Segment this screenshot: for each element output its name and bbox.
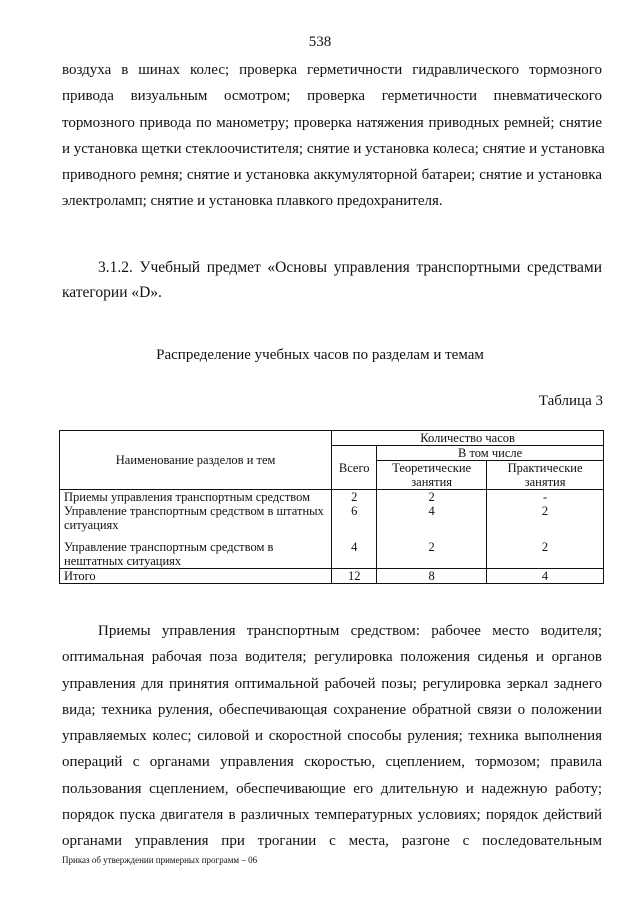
table-row [60,532,604,569]
text-line: оптимальная рабочая поза водителя; регулировка положения сиденья и органов [62,649,602,666]
total-label: Итого [60,569,332,584]
row-theory: 2 [377,532,487,569]
row-name: Управление транспортным средством в штатных ситуациях [60,504,332,532]
table-row [60,504,604,532]
text-line: воздуха в шинах колес; проверка герметичности гидравлического тормозного [62,62,602,78]
text-line: приводного ремня; снятие и установка аккумуляторной батареи; снятие и установка [62,167,602,184]
header-total: Всего [332,446,377,490]
section-heading [62,255,602,305]
header-including: В том числе [377,446,604,461]
page-number: 538 [308,34,332,50]
row-total: 4 [332,532,377,569]
row-practice: 2 [487,532,604,569]
text-line: и установка щетки стеклоочистителя; снятие и установка колеса; снятие и установка [62,140,605,157]
text-line: органами управления при трогании с места, разгоне с последовательным [62,833,602,850]
total-theory: 8 [377,569,487,584]
row-theory: 4 [377,504,487,532]
row-name: Управление транспортным средством в нештатных ситуациях [60,532,332,569]
text-line: управления для принятия оптимальной рабочей позы; регулировка зеркал заднего [62,675,602,692]
total-total: 12 [332,569,377,584]
table-row [60,490,604,505]
header-theory: Теоретические занятия [377,461,487,490]
header-practice: Практические занятия [487,461,604,490]
intro-paragraph [62,57,605,215]
hours-table [59,430,604,584]
row-name: Приемы управления транспортным средством [60,490,332,505]
footer-note: Приказ об утверждении примерных программ – 06 [62,855,258,865]
total-practice: 4 [487,569,604,584]
text-line: пользования сцеплением, обеспечивающие его длительную и надежную работу; [62,780,602,797]
heading-line: категории «D». [62,284,162,301]
text-line: порядок пуска двигателя в различных температурных условиях; порядок действий [62,807,602,824]
header-name: Наименование разделов и тем [60,431,332,490]
row-practice: 2 [487,504,604,532]
text-line: Приемы управления транспортным средством: рабочее место водителя; [98,623,602,639]
text-line: операций с органами управления скоростью, сцеплением, тормозом; правила [62,754,602,771]
text-line: тормозного привода по манометру; проверка натяжения приводных ремней; снятие [62,114,602,131]
row-total: 2 [332,490,377,505]
row-practice: - [487,490,604,505]
text-line: управляемых колес; силовой и скоростной способы руления; техника выполнения [62,728,602,745]
body-paragraph [62,618,602,855]
table-label: Таблица 3 [538,393,603,409]
text-line: электроламп; снятие и установка плавкого предохранителя. [62,193,443,210]
header-hours: Количество часов [332,431,604,446]
text-line: привода визуальным осмотром; проверка герметичности пневматического [62,88,602,105]
row-theory: 2 [377,490,487,505]
total-row [60,569,604,584]
text-line: вида; техника руления, обеспечивающая сохранение обратной связи о положении [62,701,602,718]
heading-line: 3.1.2. Учебный предмет «Основы управления транспортными средствами [98,259,602,276]
row-total: 6 [332,504,377,532]
table-caption: Распределение учебных часов по разделам и темам [156,347,484,363]
